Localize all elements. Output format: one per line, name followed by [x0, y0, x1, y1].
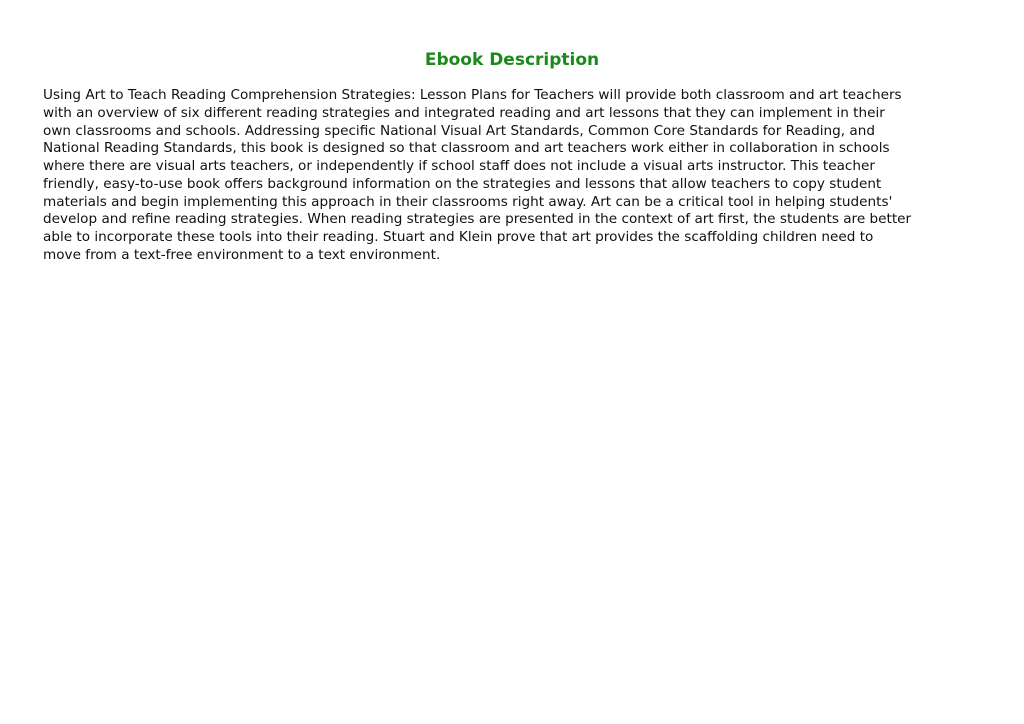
paragraph-line: friendly, easy-to-use book offers background information on the strategies and lessons that allow teachers to copy student: [43, 175, 882, 192]
paragraph-line: move from a text-free environment to a text environment.: [43, 246, 441, 263]
paragraph-line: materials and begin implementing this approach in their classrooms right away. Art can be a critical tool in helping students': [43, 193, 893, 210]
paragraph-line: develop and refine reading strategies. When reading strategies are presented in the context of art first, the students are better: [43, 211, 912, 228]
paragraph-line: able to incorporate these tools into their reading. Stuart and Klein prove that art provides the scaffolding children need to: [43, 229, 874, 245]
paragraph-line: where there are visual arts teachers, or independently if school staff does not include a visual arts instructor. This teacher: [43, 158, 875, 174]
paragraph-line: Using Art to Teach Reading Comprehension Strategies: Lesson Plans for Teachers will provide both classroom and art teachers: [43, 87, 902, 103]
paragraph-line: with an overview of six different reading strategies and integrated reading and art lessons that they can implement in their: [43, 104, 885, 121]
paragraph-line: own classrooms and schools. Addressing specific National Visual Art Standards, Common Core Standards for Reading, and: [43, 122, 876, 139]
description-paragraph: [43, 87, 983, 265]
page-title: Ebook Description: [424, 50, 600, 70]
paragraph-line: National Reading Standards, this book is designed so that classroom and art teachers work either in collaboration in schools: [43, 140, 890, 157]
